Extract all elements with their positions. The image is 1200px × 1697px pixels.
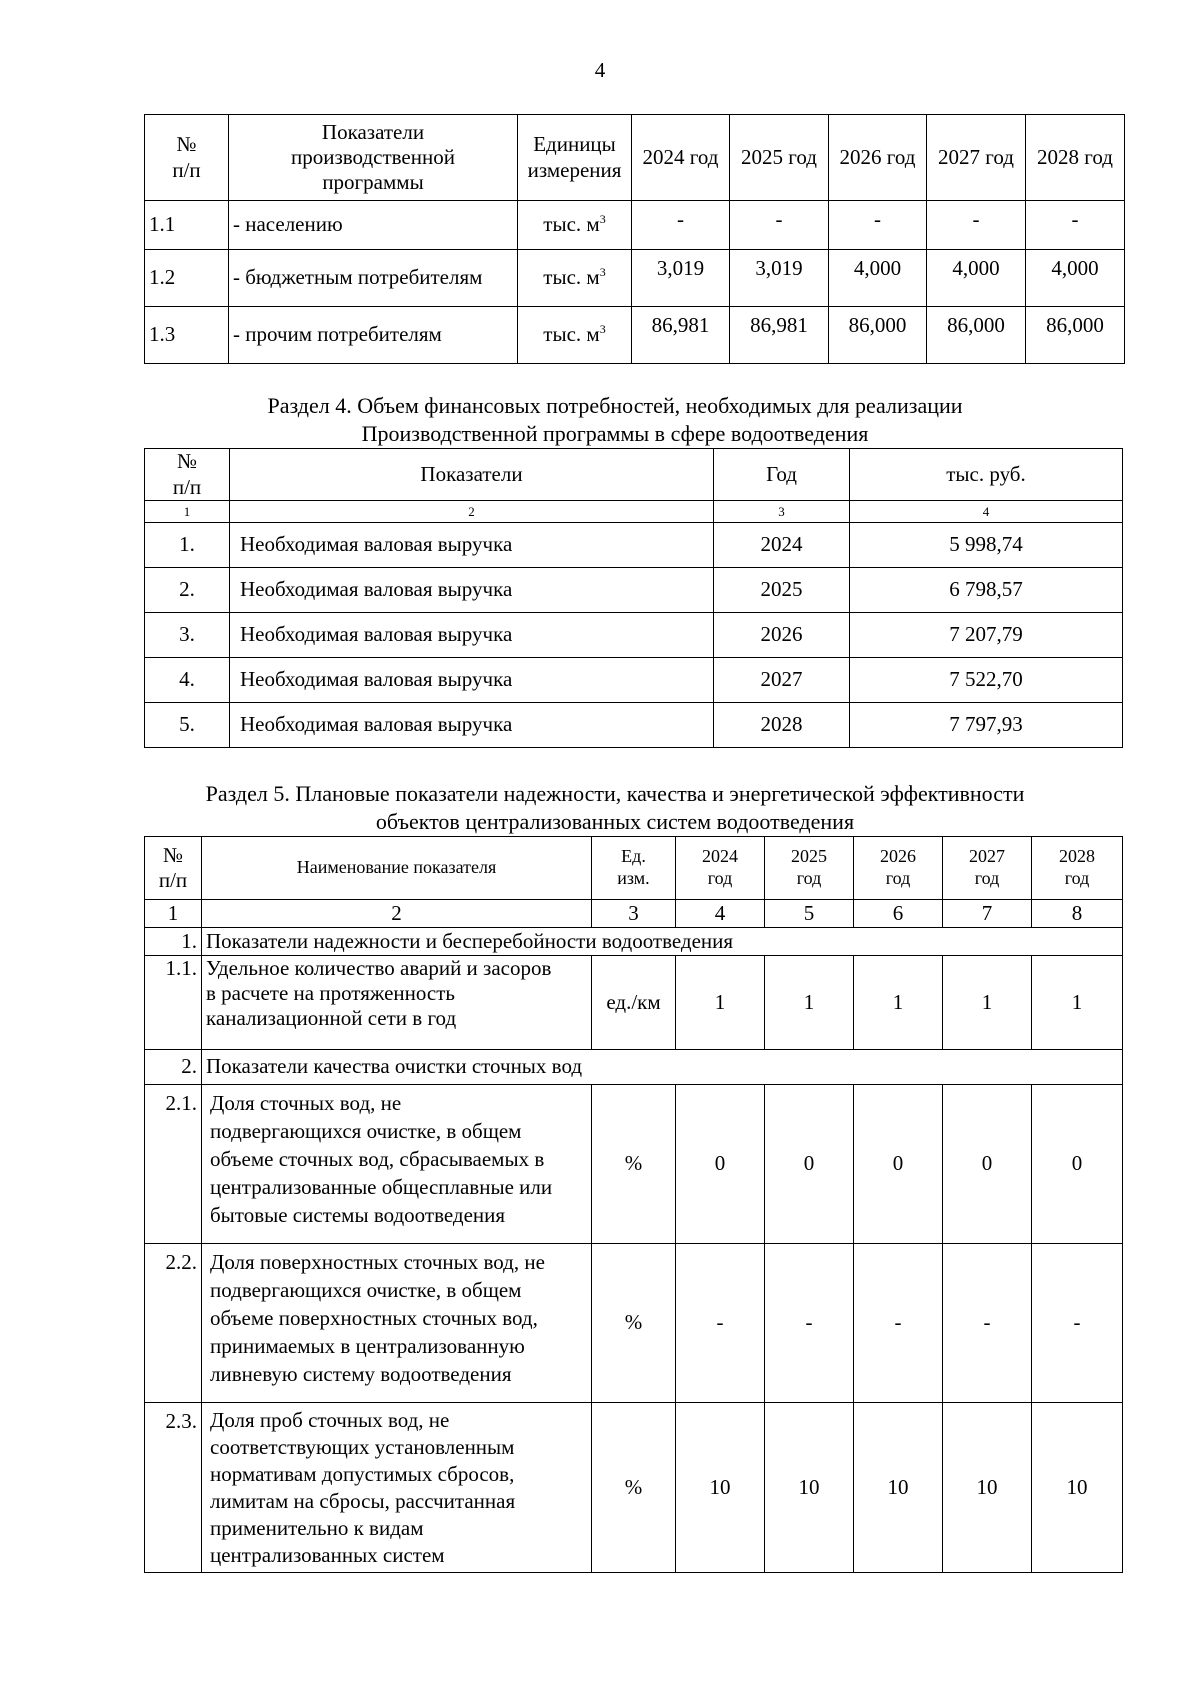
row-number: 1.3	[145, 307, 229, 364]
row-name: - бюджетным потребителям	[229, 250, 518, 307]
row-number: 1.2	[145, 250, 229, 307]
column-header: 2025 год	[765, 837, 854, 900]
value-cell: 10	[765, 1403, 854, 1573]
group-title: Показатели надежности и бесперебойности водоотведения	[202, 928, 1123, 956]
value-cell: 0	[854, 1085, 943, 1244]
value-cell: 86,981	[632, 307, 730, 364]
row-year: 2025	[714, 568, 850, 613]
column-header: № п/п	[145, 115, 229, 201]
row-number: 1.1	[145, 201, 229, 250]
value-cell: 3,019	[730, 250, 829, 307]
value-cell: 0	[676, 1085, 765, 1244]
column-header: Показатели производственной программы	[229, 115, 518, 201]
row-name: Доля проб сточных вод, не соответствующих установленным нормативам допустимых сбросов, лимитам на сбросы, рассчитанная применительно к видам централизованных систем	[202, 1403, 592, 1573]
value-cell: -	[676, 1244, 765, 1403]
value-cell: 1	[854, 956, 943, 1050]
column-header: 2028 год	[1026, 115, 1125, 201]
column-header: Показатели	[230, 449, 714, 501]
row-number: 3.	[145, 613, 230, 658]
financial-needs-table	[144, 448, 1123, 748]
value-cell: 4,000	[927, 250, 1026, 307]
row-unit: тыс. $м^3$	[518, 250, 632, 307]
row-year: 2024	[714, 523, 850, 568]
value-cell: 86,000	[927, 307, 1026, 364]
column-header: 2024 год	[632, 115, 730, 201]
section5-title: Раздел 5. Плановые показатели надежности, качества и энергетической эффективности объектов централизованных систем водоотведения	[205, 781, 1025, 834]
row-number: 1.1.	[145, 956, 202, 1050]
row-value: 7 522,70	[850, 658, 1123, 703]
table-row	[145, 658, 1123, 703]
production-table	[144, 114, 1125, 364]
table-row	[145, 1403, 1123, 1573]
row-number: 4.	[145, 658, 230, 703]
row-value: 5 998,74	[850, 523, 1123, 568]
row-number: 2.2.	[145, 1244, 202, 1403]
row-number: 2.1.	[145, 1085, 202, 1244]
row-unit: ед./км	[592, 956, 676, 1050]
column-header: 2027 год	[927, 115, 1026, 201]
table-row	[145, 703, 1123, 748]
column-header: Наименование показателя	[202, 837, 592, 900]
value-cell: 86,981	[730, 307, 829, 364]
table-row	[145, 1085, 1123, 1244]
row-unit: %	[592, 1244, 676, 1403]
column-header: 2026 год	[829, 115, 927, 201]
column-header: 2026 год	[854, 837, 943, 900]
value-cell: 10	[943, 1403, 1032, 1573]
value-cell: 0	[765, 1085, 854, 1244]
row-number: 1.	[145, 523, 230, 568]
column-header: 2027 год	[943, 837, 1032, 900]
value-cell: 1	[676, 956, 765, 1050]
row-unit: тыс. $м^3$	[518, 201, 632, 250]
column-header: 2028 год	[1032, 837, 1123, 900]
value-cell: 86,000	[1026, 307, 1125, 364]
row-number: 2.	[145, 568, 230, 613]
row-unit: %	[592, 1403, 676, 1573]
row-year: 2027	[714, 658, 850, 703]
value-cell: 1	[1032, 956, 1123, 1050]
row-unit: тыс. $м^3$	[518, 307, 632, 364]
group-number: 1.	[145, 928, 202, 956]
value-cell: -	[730, 201, 829, 250]
value-cell: -	[1032, 1244, 1123, 1403]
column-header: 2025 год	[730, 115, 829, 201]
value-cell: 3,019	[632, 250, 730, 307]
row-name: Необходимая валовая выручка	[230, 613, 714, 658]
table-row	[145, 613, 1123, 658]
table-row	[145, 523, 1123, 568]
row-year: 2028	[714, 703, 850, 748]
value-cell: 0	[1032, 1085, 1123, 1244]
value-cell: 10	[854, 1403, 943, 1573]
value-cell: -	[943, 1244, 1032, 1403]
row-name: Необходимая валовая выручка	[230, 703, 714, 748]
row-value: 7 207,79	[850, 613, 1123, 658]
row-name: Удельное количество аварий и засоров в расчете на протяженность канализационной сети в год	[202, 956, 592, 1050]
table-row	[145, 307, 1125, 364]
row-year: 2026	[714, 613, 850, 658]
value-cell: 86,000	[829, 307, 927, 364]
value-cell: 0	[943, 1085, 1032, 1244]
group-title: Показатели качества очистки сточных вод	[202, 1050, 1123, 1085]
table-header-row	[145, 449, 1123, 501]
row-name: Необходимая валовая выручка	[230, 568, 714, 613]
row-value: 6 798,57	[850, 568, 1123, 613]
column-header: № п/п	[145, 837, 202, 900]
row-name: Необходимая валовая выручка	[230, 658, 714, 703]
row-unit: %	[592, 1085, 676, 1244]
index-row: 1 2 3 4	[145, 501, 1123, 523]
table-header-row	[145, 115, 1125, 201]
row-name: - населению	[229, 201, 518, 250]
value-cell: 4,000	[829, 250, 927, 307]
row-name: Необходимая валовая выручка	[230, 523, 714, 568]
column-header: Год	[714, 449, 850, 501]
page-number: 4	[594, 58, 606, 82]
reliability-indicators-table	[144, 836, 1123, 1573]
table-header-row	[145, 837, 1123, 900]
value-cell: 1	[765, 956, 854, 1050]
row-name: Доля сточных вод, не подвергающихся очистке, в общем объеме сточных вод, сбрасываемых в централизованные общесплавные или бытовые системы водоотведения	[202, 1085, 592, 1244]
table-row	[145, 201, 1125, 250]
table-row	[145, 956, 1123, 1050]
value-cell: -	[765, 1244, 854, 1403]
row-number: 5.	[145, 703, 230, 748]
section4-title: Раздел 4. Объем финансовых потребностей, необходимых для реализации Производственной программы в сфере водоотведения	[267, 393, 963, 446]
row-name: Доля поверхностных сточных вод, не подвергающихся очистке, в общем объеме поверхностных сточных вод, принимаемых в централизованную ливневую систему водоотведения	[202, 1244, 592, 1403]
row-name: - прочим потребителям	[229, 307, 518, 364]
column-header: тыс. руб.	[850, 449, 1123, 501]
value-cell: 10	[676, 1403, 765, 1573]
group-row	[145, 928, 1123, 956]
column-header: Единицы измерения	[518, 115, 632, 201]
table-row	[145, 568, 1123, 613]
value-cell: -	[927, 201, 1026, 250]
value-cell: -	[854, 1244, 943, 1403]
value-cell: -	[632, 201, 730, 250]
column-header: 2024 год	[676, 837, 765, 900]
value-cell: -	[829, 201, 927, 250]
group-number: 2.	[145, 1050, 202, 1085]
row-value: 7 797,93	[850, 703, 1123, 748]
value-cell: 10	[1032, 1403, 1123, 1573]
value-cell: 4,000	[1026, 250, 1125, 307]
table-row	[145, 250, 1125, 307]
column-header: Ед. изм.	[592, 837, 676, 900]
value-cell: 1	[943, 956, 1032, 1050]
column-header: № п/п	[145, 449, 230, 501]
value-cell: -	[1026, 201, 1125, 250]
index-row: 1 2 3 4 5 6 7 8	[145, 900, 1123, 928]
row-number: 2.3.	[145, 1403, 202, 1573]
table-row	[145, 1244, 1123, 1403]
group-row	[145, 1050, 1123, 1085]
